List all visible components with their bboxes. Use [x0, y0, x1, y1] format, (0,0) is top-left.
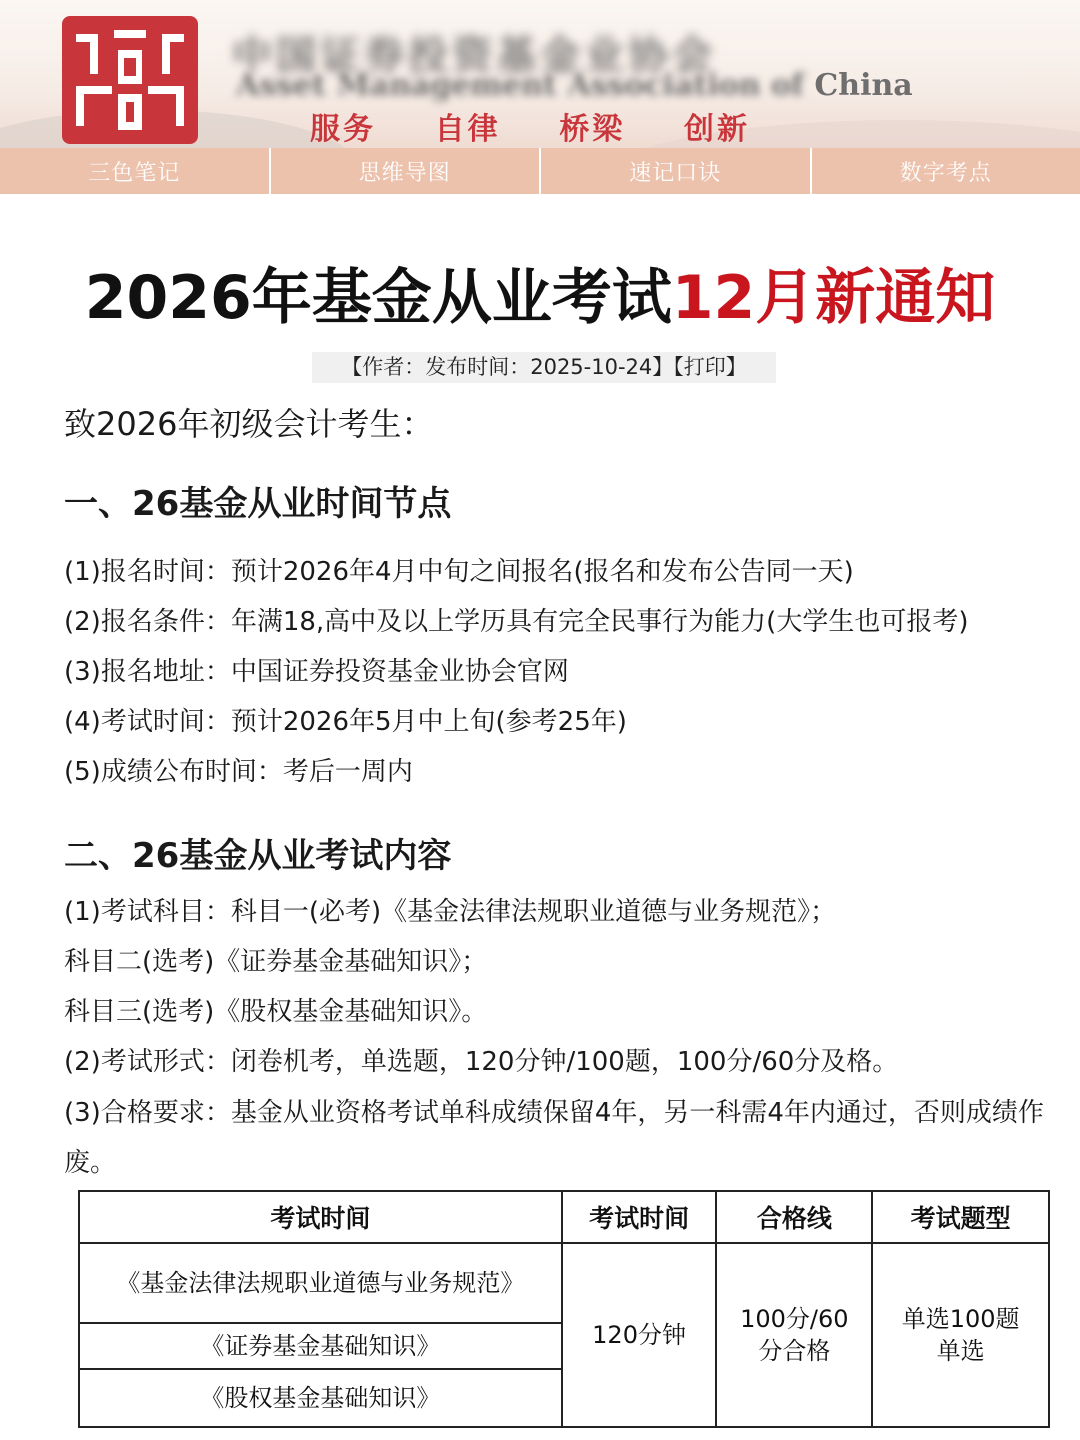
- slogan-word: 桥梁: [559, 112, 626, 147]
- duration-cell: 120分钟: [562, 1243, 717, 1427]
- organization-name-cn: 中国证券投资基金业协会: [232, 33, 716, 79]
- article-title-highlight: 12月新通知: [671, 263, 996, 333]
- content-item: 科目三(选考)《股权基金基础知识》。: [64, 997, 488, 1027]
- organization-name-en-suffix: China: [814, 68, 913, 103]
- main-nav: [0, 148, 1080, 194]
- nav-item-mnemonics[interactable]: 速记口诀: [539, 148, 810, 194]
- nav-item-mind-map[interactable]: 思维导图: [269, 148, 540, 194]
- organization-name-en-prefix: Asset Management Association of: [236, 68, 815, 103]
- subject-cell: 《证券基金基础知识》: [79, 1323, 562, 1369]
- table-row: [79, 1243, 1049, 1323]
- article-greeting: 致2026年初级会计考生：: [64, 405, 434, 443]
- nav-item-three-color-notes[interactable]: 三色笔记: [88, 160, 181, 186]
- table-header-cell: 合格线: [716, 1191, 872, 1243]
- content-item: (2)考试形式：闭卷机考，单选题，120分钟/100题，100分/60分及格。: [64, 1047, 899, 1077]
- subject-cell: 《股权基金基础知识》: [79, 1369, 562, 1427]
- article-title-main: 2026年基金从业考试: [84, 263, 672, 333]
- exam-info-table: [78, 1190, 1050, 1428]
- article-title: [0, 258, 1080, 338]
- site-header-banner: [0, 0, 1080, 148]
- subject-cell: 《基金法律法规职业道德与业务规范》: [79, 1243, 562, 1323]
- timeline-item: (2)报名条件：年满18,高中及以上学历具有完全民事行为能力(大学生也可报考): [64, 607, 969, 637]
- slogan-word: 创新: [683, 112, 750, 147]
- content-paragraph: (3)合格要求：基金从业资格考试单科成绩保留4年，另一科需4年内通过，否则成绩作废。: [64, 1098, 1044, 1178]
- article-meta: 【作者：发布时间：2025-10-24】【打印】: [312, 352, 776, 383]
- timeline-item: (1)报名时间：预计2026年4月中旬之间报名(报名和发布公告同一天): [64, 557, 854, 587]
- organization-name-en: [236, 68, 913, 103]
- table-header-cell: 考试时间: [79, 1191, 562, 1243]
- table-header-row: [79, 1191, 1049, 1243]
- nav-item-number-points[interactable]: 数字考点: [810, 148, 1080, 194]
- question-type-cell: 单选100题单选: [872, 1243, 1049, 1427]
- table-header-cell: 考试时间: [562, 1191, 717, 1243]
- timeline-item: (5)成绩公布时间：考后一周内: [64, 757, 413, 787]
- content-item: 科目二(选考)《证券基金基础知识》；: [64, 947, 488, 977]
- section-heading-content: 二、26基金从业考试内容: [64, 836, 452, 876]
- section-heading-timeline: 一、26基金从业时间节点: [64, 484, 452, 524]
- slogan-word: 服务: [310, 112, 376, 147]
- slogan-word: 自律: [434, 112, 501, 147]
- content-item: (1)考试科目：科目一(必考)《基金法律法规职业道德与业务规范》；: [64, 897, 837, 927]
- organization-slogan: [310, 104, 750, 148]
- amac-seal-logo-icon: [62, 16, 198, 144]
- timeline-item: (4)考试时间：预计2026年5月中上旬(参考25年): [64, 707, 627, 737]
- timeline-item: (3)报名地址：中国证券投资基金业协会官网: [64, 657, 569, 687]
- pass-line-cell: 100分/60分合格: [716, 1243, 872, 1427]
- table-header-cell: 考试题型: [872, 1191, 1049, 1243]
